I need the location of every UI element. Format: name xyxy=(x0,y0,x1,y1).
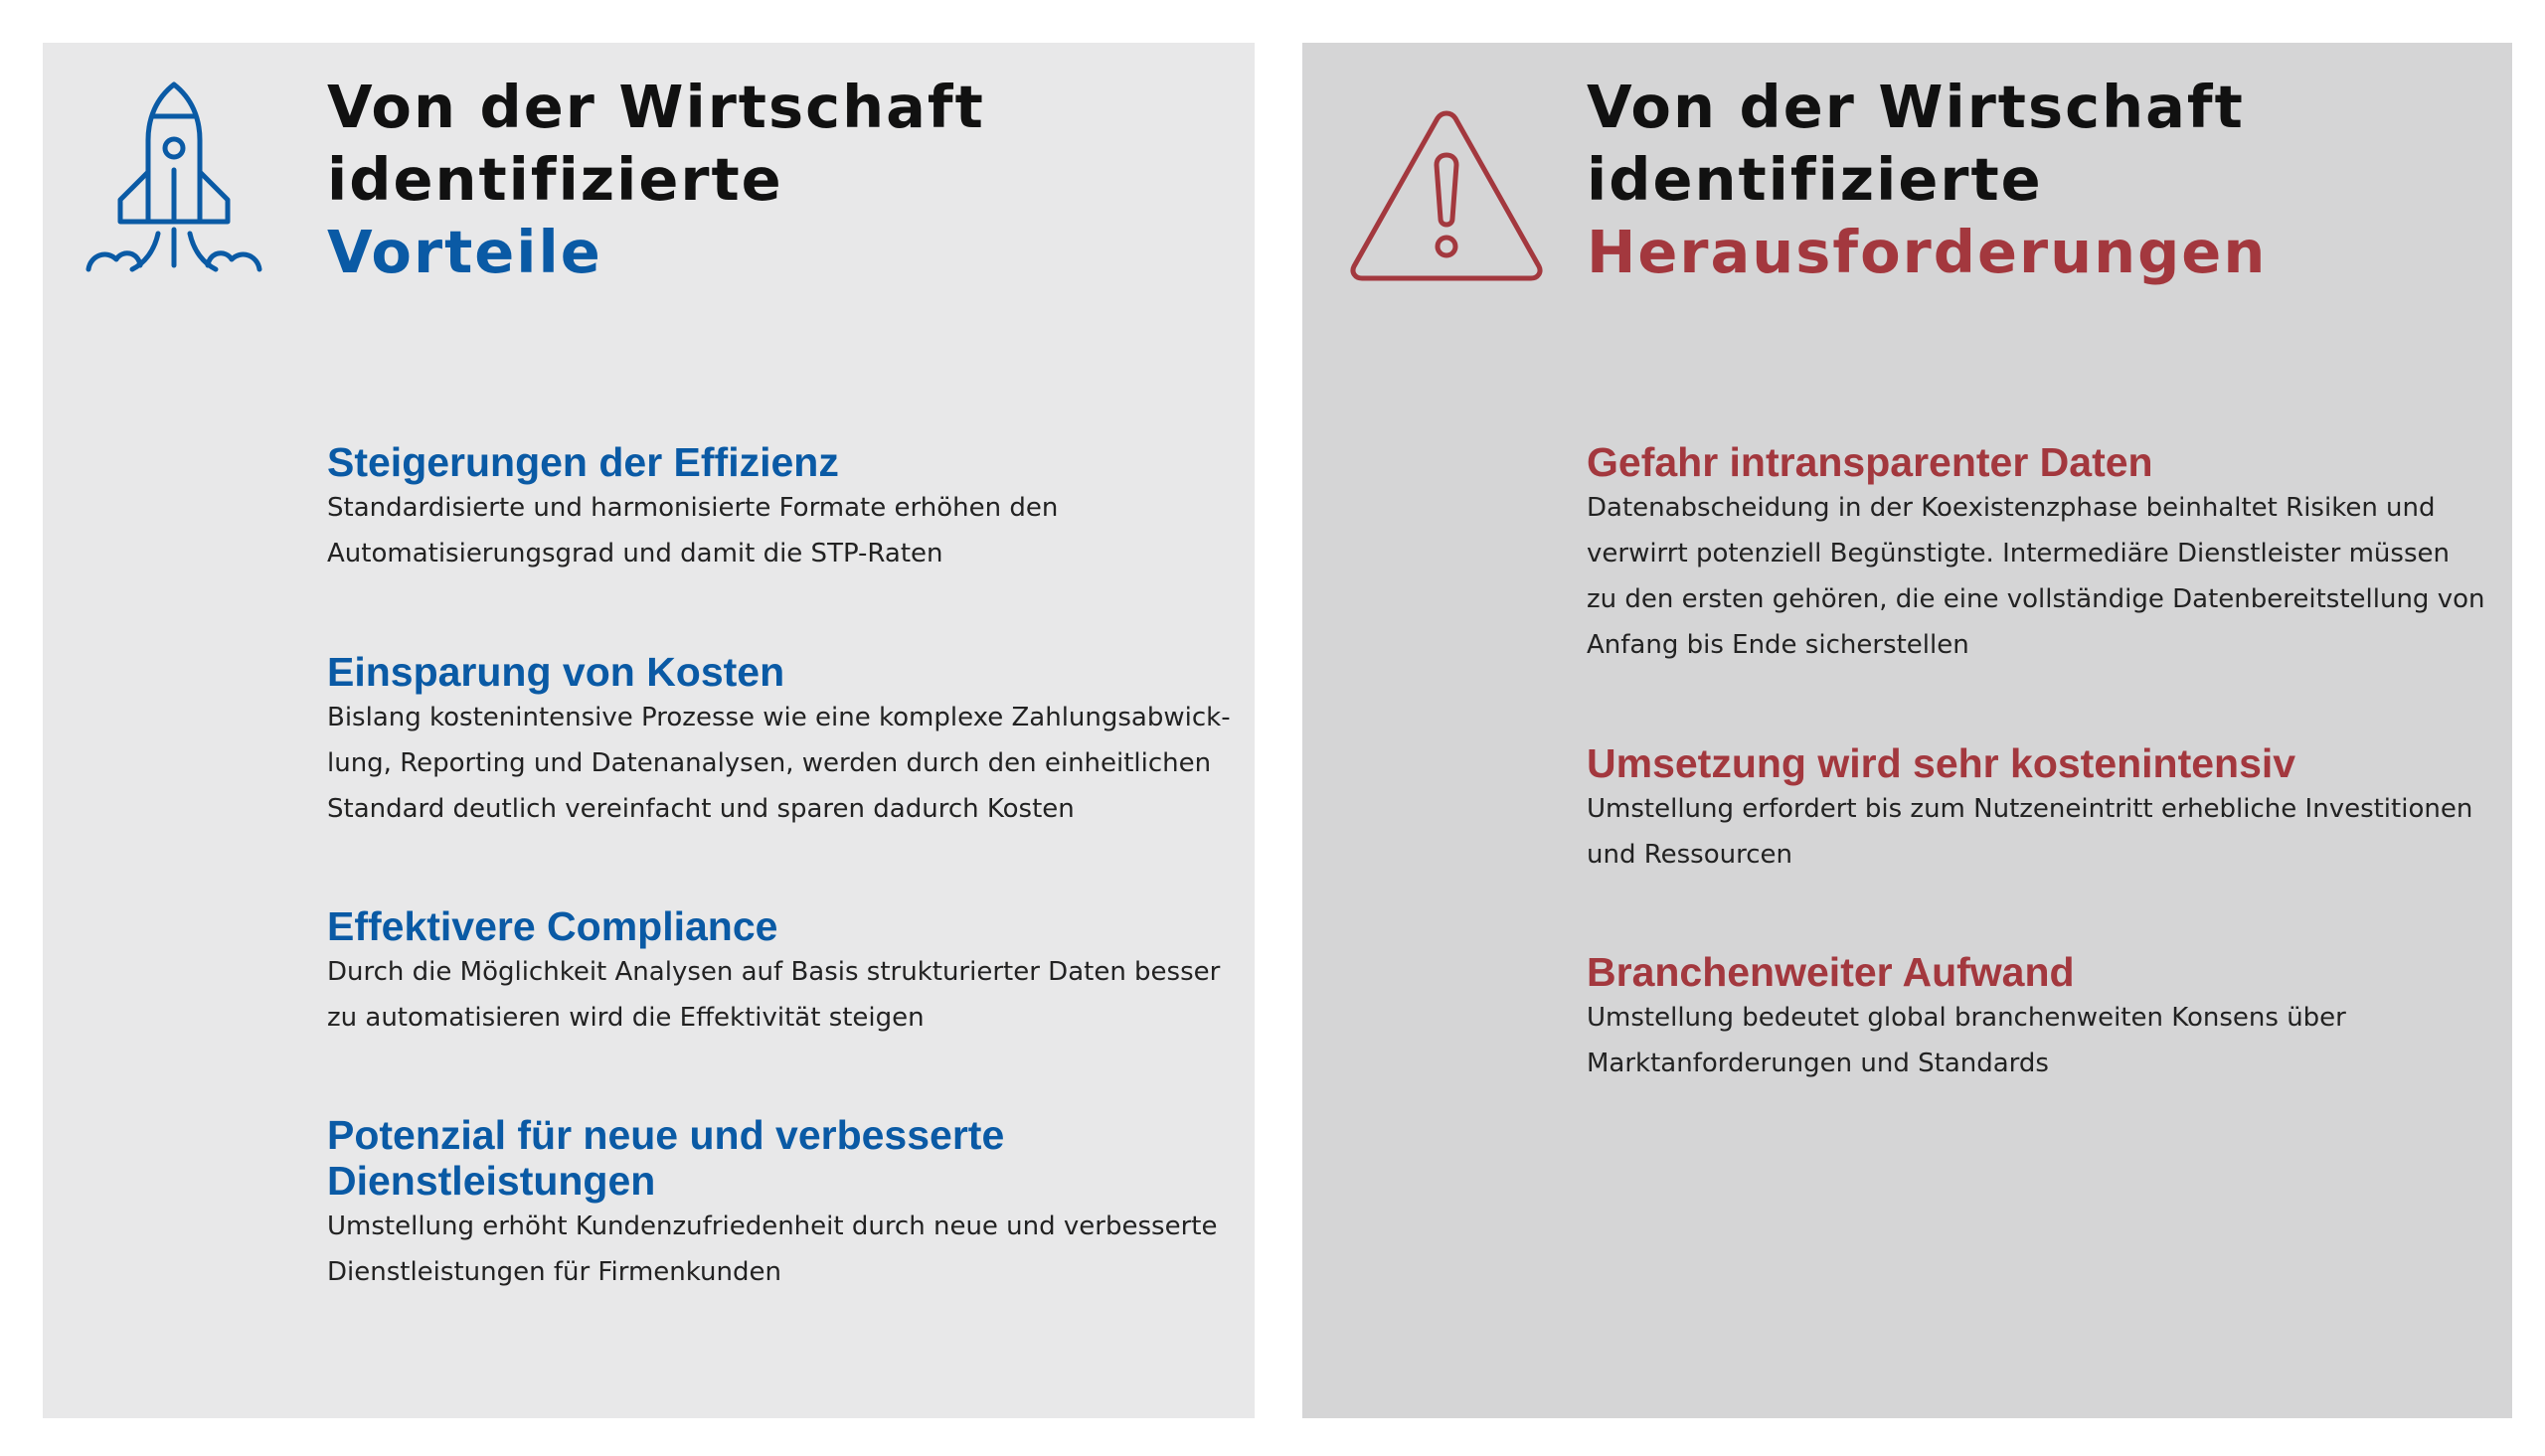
item-text-line: zu automatisieren wird die Effektivität steigen xyxy=(327,1003,925,1033)
advantages-panel xyxy=(43,43,1255,1418)
item-text-line: verwirrt potenziell Begünstigte. Intermediäre Dienstleister müssen xyxy=(1587,539,2450,568)
item-title-line: Dienstleistungen xyxy=(327,1158,656,1204)
item-text-line: Bislang kostenintensive Prozesse wie eine komplexe Zahlungsabwick- xyxy=(327,703,1231,732)
item-description xyxy=(1587,485,2484,668)
item-description xyxy=(327,695,1231,832)
warning-icon xyxy=(1349,107,1544,284)
item-title xyxy=(327,1112,1217,1204)
item-title xyxy=(327,649,1231,695)
item-text-line: Standardisierte und harmonisierte Formate erhöhen den xyxy=(327,493,1059,523)
advantages-heading xyxy=(327,71,985,288)
challenge-item-cost-intensive xyxy=(1587,740,2472,878)
item-text-line: Dienstleistungen für Firmenkunden xyxy=(327,1257,781,1287)
item-title-line: Potenzial für neue und verbesserte xyxy=(327,1112,1005,1158)
item-text-line: Durch die Möglichkeit Analysen auf Basis strukturierter Daten besser xyxy=(327,957,1221,987)
heading-line-2: identifizierte xyxy=(1587,145,2043,214)
heading-accent-word: Herausforderungen xyxy=(1587,218,2268,286)
item-text-line: lung, Reporting und Datenanalysen, werden durch den einheitlichen xyxy=(327,748,1212,778)
item-title xyxy=(1587,439,2484,485)
item-title-line: Steigerungen der Effizienz xyxy=(327,439,839,485)
item-title xyxy=(1587,740,2472,786)
item-text-line: Anfang bis Ende sicherstellen xyxy=(1587,630,1969,660)
heading-line-2: identifizierte xyxy=(327,145,783,214)
item-description xyxy=(1587,995,2346,1086)
item-text-line: Standard deutlich vereinfacht und sparen dadurch Kosten xyxy=(327,794,1075,824)
challenge-item-industry-effort xyxy=(1587,949,2346,1086)
item-text-line: Datenabscheidung in der Koexistenzphase beinhaltet Risiken und xyxy=(1587,493,2436,523)
item-description xyxy=(1587,786,2472,878)
challenges-panel xyxy=(1302,43,2512,1418)
heading-line-1: Von der Wirtschaft xyxy=(327,73,985,141)
item-title-line: Branchenweiter Aufwand xyxy=(1587,949,2075,995)
advantage-item-efficiency xyxy=(327,439,1058,576)
rocket-icon xyxy=(85,81,263,285)
item-text-line: Umstellung erfordert bis zum Nutzeneintritt erhebliche Investitionen xyxy=(1587,794,2473,824)
challenges-heading xyxy=(1587,71,2267,288)
item-text-line: Umstellung bedeutet global branchenweiten Konsens über xyxy=(1587,1003,2346,1033)
advantage-item-compliance xyxy=(327,903,1220,1041)
item-text-line: zu den ersten gehören, die eine vollständige Datenbereitstellung von xyxy=(1587,584,2485,614)
item-description xyxy=(327,485,1058,576)
item-text-line: Marktanforderungen und Standards xyxy=(1587,1049,2049,1078)
item-title xyxy=(1587,949,2346,995)
advantage-item-new-services xyxy=(327,1112,1217,1295)
item-text-line: Umstellung erhöht Kundenzufriedenheit durch neue und verbesserte xyxy=(327,1212,1218,1241)
item-description xyxy=(327,1204,1217,1295)
item-description xyxy=(327,949,1220,1041)
challenge-item-intransparent-data xyxy=(1587,439,2484,668)
item-title xyxy=(327,903,1220,949)
heading-accent-word: Vorteile xyxy=(327,218,602,286)
item-title-line: Einsparung von Kosten xyxy=(327,649,785,695)
heading-line-1: Von der Wirtschaft xyxy=(1587,73,2245,141)
item-text-line: Automatisierungsgrad und damit die STP-Raten xyxy=(327,539,943,568)
advantage-item-cost-savings xyxy=(327,649,1231,832)
item-title-line: Umsetzung wird sehr kostenintensiv xyxy=(1587,740,2296,786)
item-title-line: Gefahr intransparenter Daten xyxy=(1587,439,2153,485)
item-text-line: und Ressourcen xyxy=(1587,840,1792,870)
item-title xyxy=(327,439,1058,485)
item-title-line: Effektivere Compliance xyxy=(327,903,778,949)
